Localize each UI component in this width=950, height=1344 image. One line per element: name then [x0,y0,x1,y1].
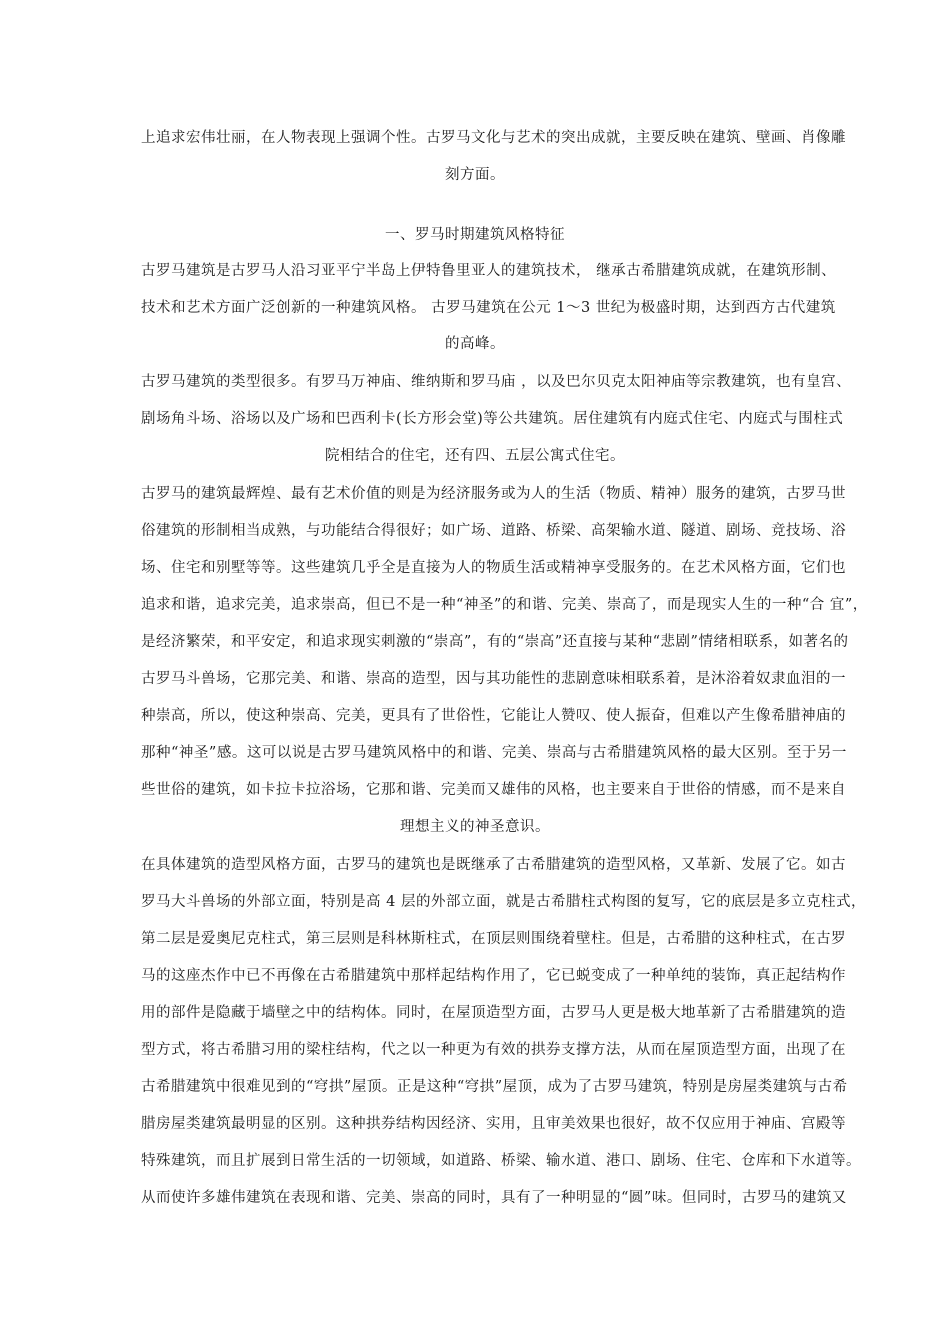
text-line: 古罗马的建筑最辉煌、最有艺术价值的则是为经济服务或为人的生活（物质、精神）服务的建筑，古罗马世 [141,486,846,502]
text-line: 场、住宅和别墅等等。这些建筑几乎全是直接为人的物质生活或精神享受服务的。在艺术风格方面，它们也 [141,560,846,576]
text-line: 第二层是爱奥尼克柱式，第三层则是科林斯柱式，在顶层则围绕着壁柱。但是，古希腊的这种柱式，在古罗 [141,931,846,947]
text-line: 追求和谐，追求完美，追求崇高，但已不是一种“神圣”的和谐、完美、崇高了，而是现实人生的一种“合 宜”， [141,597,868,613]
text-line: 那种“神圣”感。这可以说是古罗马建筑风格中的和谐、完美、崇高与古希腊建筑风格的最大区别。至于另一 [141,745,847,761]
text-line: 院相结合的住宅，还有四、五层公寓式住宅。 [325,448,625,464]
text-line: 剧场角斗场、浴场以及广场和巴西利卡(长方形会堂)等公共建筑。居住建筑有内庭式住宅、内庭式与围柱式 [141,411,844,427]
text-line: 腊房屋类建筑最明显的区别。这种拱券结构因经济、实用，且审美效果也很好，故不仅应用于神庙、宫殿等 [141,1116,846,1132]
text-line: 罗马大斗兽场的外部立面，特别是高 4 层的外部立面，就是古希腊柱式构图的复写，它的底层是多立克柱式， [141,894,866,910]
text-line: 理想主义的神圣意识。 [400,819,550,835]
text-line: 刻方面。 [445,167,505,183]
text-line: 特殊建筑，而且扩展到日常生活的一切领域，如道路、桥梁、输水道、港口、剧场、住宅、仓库和下水道等。 [141,1153,861,1169]
text-line: 古罗马建筑的类型很多。有罗马万神庙、维纳斯和罗马庙 ，以及巴尔贝克太阳神庙等宗教建筑，也有皇宫、 [141,374,852,390]
text-line: 是经济繁荣，和平安定，和追求现实刺激的“崇高”，有的“崇高”还直接与某种“悲剧”情绪相联系，如著名的 [141,634,849,650]
section-heading: 一、罗马时期建筑风格特征 [385,227,565,243]
text-line: 在具体建筑的造型风格方面，古罗马的建筑也是既继承了古希腊建筑的造型风格，又革新、发展了它。如古 [141,857,846,873]
text-line: 上追求宏伟壮丽，在人物表现上强调个性。古罗马文化与艺术的突出成就，主要反映在建筑、壁画、肖像雕 [141,130,846,146]
text-line: 用的部件是隐藏于墙壁之中的结构体。同时，在屋顶造型方面，古罗马人更是极大地革新了古希腊建筑的造 [141,1005,846,1021]
text-line: 些世俗的建筑，如卡拉卡拉浴场，它那和谐、完美而又雄伟的风格，也主要来自于世俗的情感，而不是来自 [141,782,846,798]
text-line: 古罗马建筑是古罗马人沿习亚平宁半岛上伊特鲁里亚人的建筑技术， 继承古希腊建筑成就，在建筑形制、 [141,263,837,279]
text-line: 古希腊建筑中很难见到的“穹拱”屋顶。正是这种“穹拱”屋顶，成为了古罗马建筑，特别是房屋类建筑与古希 [141,1079,848,1095]
text-line: 古罗马斗兽场，它那完美、和谐、崇高的造型，因与其功能性的悲剧意味相联系着，是沐浴着奴隶血泪的一 [141,671,846,687]
text-line: 种崇高，所以，使这种崇高、完美，更具有了世俗性，它能让人赞叹、使人振奋，但难以产生像希腊神庙的 [141,708,846,724]
text-line: 马的这座杰作中已不再像在古希腊建筑中那样起结构作用了，它已蜕变成了一种单纯的装饰，真正起结构作 [141,968,846,984]
text-line: 的高峰。 [445,336,505,352]
text-line: 型方式，将古希腊习用的梁柱结构，代之以一种更为有效的拱券支撑方法，从而在屋顶造型方面，出现了在 [141,1042,846,1058]
text-line: 俗建筑的形制相当成熟，与功能结合得很好；如广场、道路、桥梁、高架输水道、隧道、剧场、竞技场、浴 [141,523,846,539]
text-line: 技术和艺术方面广泛创新的一种建筑风格。 古罗马建筑在公元 1～3 世纪为极盛时期，达到西方古代建筑 [141,300,836,316]
text-line: 从而使许多雄伟建筑在表现和谐、完美、崇高的同时，具有了一种明显的“圆”味。但同时，古罗马的建筑又 [141,1190,847,1206]
